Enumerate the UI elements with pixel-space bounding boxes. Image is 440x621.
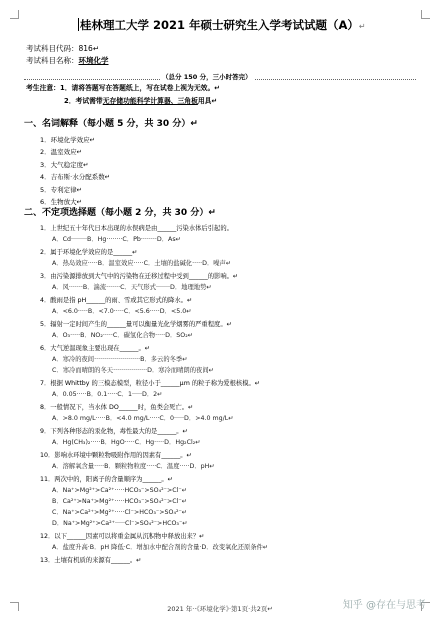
term-item: 3．大气稳定度↵ [40,160,89,169]
crop-mark-top-right [421,10,430,19]
notice-1: 考生注意：1．请将答题写在答题纸上，写在试卷上视为无效。↵ [26,84,220,92]
question-text: 2．属于环境化学效应的是______↵ [40,249,138,256]
question-options: A．盐度升高·B．pH 降低·C．增加水中配合剂的含量·D．改变氧化还原条件↵ [52,543,269,551]
term-item: 1．环境化学效应↵ [40,136,96,144]
term-item: 2．温室效应↵ [40,148,83,157]
question-options: A．Cd········B．Hg········C．Pb········D．As↵ [52,235,181,243]
term-item: 6．生物放大↵ [40,198,83,206]
question-text: 12．以下______因素可以将重金属从沉积物中释放出来？↵ [40,532,205,540]
question-options: C．寒冷而晴朗的冬天·················D．寒冷而晴朗的夜间↵ [52,366,214,374]
question-text: 13．土壤有机质的来源有______。↵ [40,556,142,564]
watermark: 知乎 @存在与思考 [342,600,426,611]
question-options: A．Na⁺>Mg²⁺>Ca²⁺·····HCO₃⁻>SO₄²⁻>Cl⁻↵ [52,486,187,494]
page-footer: 2021 年··《环境化学》·第1页·共2页↵ [167,605,273,613]
question-text: 6．大气逆温现象主要出现在______。↵ [40,345,151,352]
notice-2: 2．考试需带无存储功能科学计算器、三角板用具↵ [64,97,218,105]
question-text: 8．一般情况下，当水体 DO______时，鱼类会死亡。↵ [40,403,194,411]
question-options: A．热岛效应·····B．温室效应·····C．土壤的盐碱化·····D．噪声↵ [52,259,232,267]
question-options: A．溶解氧含量·····B．颗粒物粒度·····C．温度·····D．pH↵ [52,462,215,470]
question-text: 9．下列各种形态的汞化物，毒性最大的是______。↵ [40,427,188,435]
question-text: 3．由污染源排放到大气中的污染物在迁移过程中受到______的影响。↵ [40,273,239,280]
question-options: A．>8.0 mg/L·····B．<4.0 mg/L·····C．0·····D．>4.0 mg/L↵ [52,414,234,422]
term-item: 5．专利定律↵ [40,185,83,194]
question-options: A．O₃·····B．NO₂·····C．碳氢化合物·····D．SO₂↵ [52,331,193,339]
question-text: 1．上世纪五十年代日本出现的水俣病是由______污染水体后引起的。 [40,225,233,232]
question-options: A．寒冷的夜间·······················B．多云的冬季↵ [52,355,188,363]
exam-title: 桂林理工大学 2021 年硕士研究生入学考试试题（A）↵ [80,18,366,32]
question-options: A．风·······B．湍流·······C．天气形式·······D．地理地势↵ [52,283,212,291]
question-text: 10．影响水环境中颗粒物吸附作用的因素有______。↵ [40,451,192,459]
question-options: A．Hg(CH₃)₂·····B．HgO·····C．Hg·····D．Hg₂Cl₂↵ [52,438,201,446]
text-cursor [78,18,79,31]
subject-code: 考试科目代码：816↵ [26,44,100,53]
question-options: A．0.05·····B．0.1·····C．1·····D．2↵ [52,390,163,398]
question-options: B．Ca²⁺>Na⁺>Mg²⁺·····HCO₃⁻>SO₄²⁻>Cl⁻↵ [52,497,188,505]
question-text: 7．根据 Whittby 的三模态模型，粒径小于______μm 的粒子称为爱根核模。↵ [40,379,261,387]
question-options: C．Na⁺>Ca²⁺>Mg²⁺·····Cl⁻>HCO₃⁻>SO₄²⁻↵ [52,508,188,516]
crop-mark-top-left [10,10,19,19]
question-options: D．Na⁺>Mg²⁺>Ca²⁺·····Cl⁻>SO₄²⁻>HCO₃⁻↵ [52,519,188,527]
section-2-heading: 二、不定项选择题（每小题 2 分，共 30 分）↵ [24,208,216,218]
question-text: 4．酸雨是指 pH______的雨、雪或其它形式的降水。↵ [40,297,193,304]
question-options: A．<6.0·····B．<7.0·····C．<5.6·····D．<5.0↵ [52,307,192,315]
subject-name: 考试科目名称：环境化学 [26,56,109,65]
question-text: 11．两次中的，阳离子的含量顺序为______。↵ [40,475,173,483]
score-note: （总分 150 分，三小时答完） [162,73,252,81]
term-item: 4．吉布斯·水分配系数↵ [40,173,111,182]
question-text: 5．辐射一定时间产生的______量可以衡量光化学烟雾的严重程度。↵ [40,321,232,328]
section-1-heading: 一、名词解释（每小题 5 分，共 30 分）↵ [24,119,198,129]
